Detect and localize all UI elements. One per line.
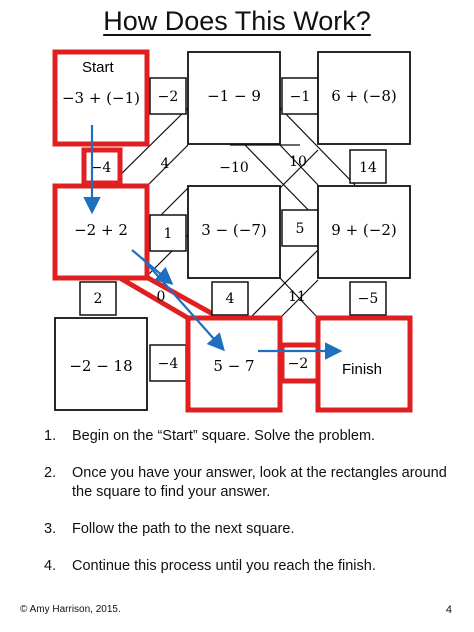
connector-number: 1 — [163, 226, 173, 242]
step-text: Begin on the “Start” square. Solve the problem. — [72, 428, 376, 444]
instruction-step — [44, 464, 454, 502]
connector-number: −5 — [357, 291, 379, 307]
connector-number: 4 — [225, 291, 235, 307]
copyright-notice: © Amy Harrison, 2015. — [20, 604, 121, 615]
step-number: 3. — [44, 521, 57, 537]
connector-number: −1 — [289, 89, 311, 105]
connector-number: 14 — [359, 160, 377, 176]
connector-number: 10 — [289, 154, 307, 170]
connector-number: −4 — [157, 356, 179, 372]
instructions-list — [44, 427, 454, 594]
connector-number: −4 — [90, 160, 112, 176]
square-expr: 6 + (−8) — [331, 87, 397, 105]
square-expr: −2 + 2 — [74, 221, 128, 239]
connector-number: 11 — [288, 289, 306, 305]
connector-number: 4 — [160, 156, 170, 172]
square-expr: −1 − 9 — [207, 87, 261, 105]
page-title: How Does This Work? — [103, 6, 371, 36]
connector-number: −2 — [287, 356, 309, 372]
step-text: Continue this process until you reach the finish. — [72, 558, 376, 574]
connector-number: −10 — [219, 160, 249, 176]
instruction-step — [44, 427, 454, 446]
instruction-step — [44, 520, 454, 539]
square-expr: 9 + (−2) — [331, 221, 397, 239]
square-start-label: Start — [82, 59, 114, 76]
square-expr: 3 − (−7) — [201, 221, 267, 239]
step-number: 4. — [44, 558, 57, 574]
connector-number: −2 — [157, 89, 179, 105]
step-number: 1. — [44, 428, 57, 444]
square-start-expr: −3 + (−1) — [61, 89, 141, 107]
connector-number: 5 — [295, 221, 305, 237]
page-number: 4 — [445, 604, 452, 616]
square-expr: 5 − 7 — [213, 357, 255, 375]
square-expr: −2 − 18 — [69, 357, 133, 375]
step-number: 2. — [44, 465, 57, 481]
step-text: Once you have your answer, look at the rectangles around the square to find your answer. — [72, 465, 447, 500]
connector-number: 2 — [93, 291, 103, 307]
square-finish-label: Finish — [342, 361, 383, 378]
connector-number: 0 — [156, 289, 166, 305]
step-text: Follow the path to the next square. — [72, 521, 295, 537]
instruction-step — [44, 557, 454, 576]
